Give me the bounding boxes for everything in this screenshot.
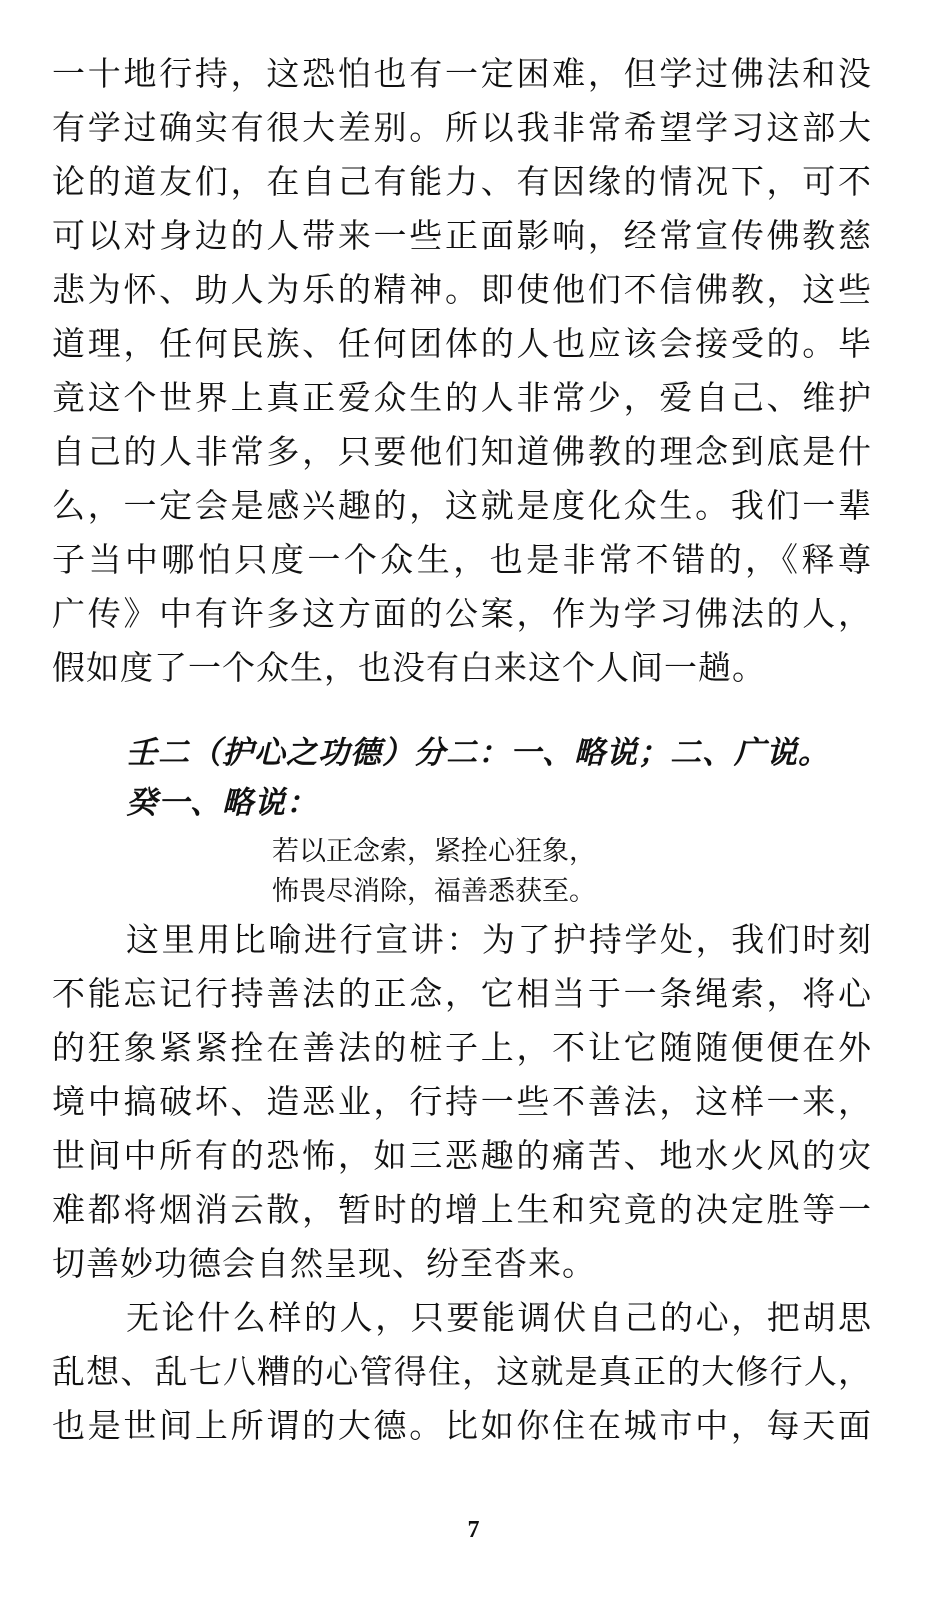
paragraph-line: 子当中哪怕只度一个众生，也是非常不错的，《释尊 xyxy=(52,540,872,579)
page-number: 7 xyxy=(467,1517,480,1543)
paragraph-line: 有学过确实有很大差别。所以我非常希望学习这部大 xyxy=(52,108,872,147)
section-heading: 壬二（护心之功德）分二：一、略说；二、广说。 xyxy=(126,735,830,771)
paragraph-line: 切善妙功德会自然呈现、纷至沓来。 xyxy=(52,1244,596,1283)
paragraph-line: 一十地行持，这恐怕也有一定困难，但学过佛法和没 xyxy=(52,54,872,93)
subsection-heading: 癸一、略说： xyxy=(126,785,318,821)
paragraph-line: 这里用比喻进行宣讲：为了护持学处，我们时刻 xyxy=(126,920,872,959)
paragraph-line: 难都将烟消云散，暂时的增上生和究竟的决定胜等一 xyxy=(52,1190,872,1229)
paragraph-line: 么，一定会是感兴趣的，这就是度化众生。我们一辈 xyxy=(52,486,872,525)
paragraph-line: 的狂象紧紧拴在善法的桩子上，不让它随随便便在外 xyxy=(52,1028,872,1067)
paragraph-line: 也是世间上所谓的大德。比如你住在城市中，每天面 xyxy=(52,1406,872,1445)
paragraph-line: 竟这个世界上真正爱众生的人非常少，爱自己、维护 xyxy=(52,378,872,417)
verse-line: 若以正念索，紧拴心狂象， xyxy=(272,836,596,867)
paragraph-line: 广传》中有许多这方面的公案，作为学习佛法的人， xyxy=(52,594,872,633)
paragraph-line: 假如度了一个众生，也没有白来这个人间一趟。 xyxy=(52,648,766,687)
paragraph-line: 自己的人非常多，只要他们知道佛教的理念到底是什 xyxy=(52,432,872,471)
verse-line: 怖畏尽消除，福善悉获至。 xyxy=(272,876,596,907)
paragraph-line: 不能忘记行持善法的正念，它相当于一条绳索，将心 xyxy=(52,974,872,1013)
paragraph-line: 道理，任何民族、任何团体的人也应该会接受的。毕 xyxy=(52,324,872,363)
paragraph-line: 境中搞破坏、造恶业，行持一些不善法，这样一来， xyxy=(52,1082,872,1121)
paragraph-line: 可以对身边的人带来一些正面影响，经常宣传佛教慈 xyxy=(52,216,872,255)
paragraph-line: 论的道友们，在自己有能力、有因缘的情况下，可不 xyxy=(52,162,872,201)
paragraph-line: 世间中所有的恐怖，如三恶趣的痛苦、地水火风的灾 xyxy=(52,1136,872,1175)
paragraph-line: 无论什么样的人，只要能调伏自己的心，把胡思 xyxy=(126,1298,872,1337)
paragraph-line: 悲为怀、助人为乐的精神。即使他们不信佛教，这些 xyxy=(52,270,872,309)
paragraph-line: 乱想、乱七八糟的心管得住，这就是真正的大修行人， xyxy=(52,1352,872,1391)
